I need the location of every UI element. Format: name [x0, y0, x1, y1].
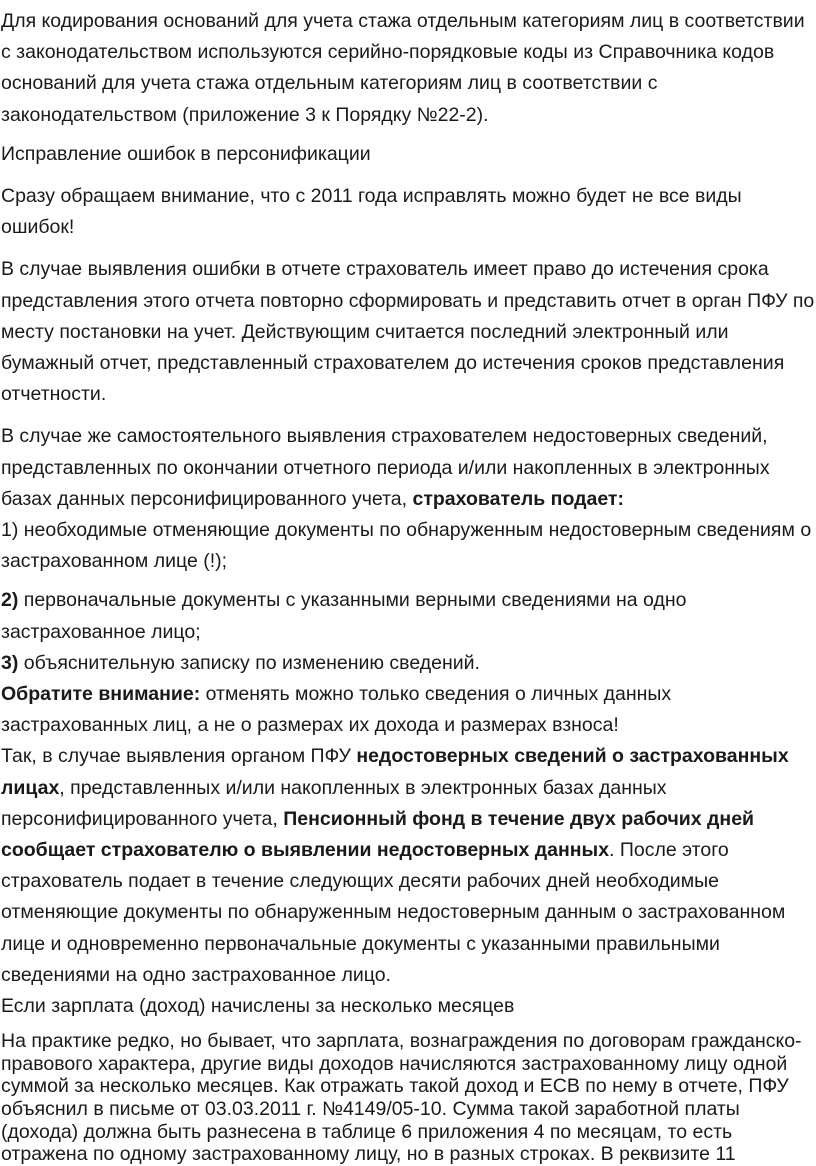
paragraph-error-in-report: В случае выявления ошибки в отчете страхователь имеет право до истечения срока представления этого отчета повторно сформировать и представить отчет в орган ПФУ по месту постановки на учет. Действующим считается последний электронный или бумажный отчет, представленный страхователем до истечения сроков представления отчетности. [1, 258, 815, 406]
self-detection-text: В случае же самостоятельного выявления страхователем недостоверных сведений, представленных по окончании отчетного периода и/или накопленных в электронных базах данных персонифицированного учета, [1, 425, 770, 510]
heading-salary: Если зарплата (доход) начислены за несколько месяцев [1, 995, 515, 1018]
list-item-3-text: объяснительную записку по изменению сведений. [18, 651, 480, 674]
self-detection-bold: страхователь подает: [412, 487, 624, 510]
list-item-2-text: первоначальные документы с указанными верными сведениями на одно застрахованное лицо; [1, 589, 687, 643]
note-text: отменять можно только сведения о личных данных застрахованных лиц, а не о размерах их дохода и размерах взноса! [1, 683, 672, 737]
heading-corrections: Исправление ошибок в персонификации [1, 142, 371, 165]
paragraph-attention-2011: Сразу обращаем внимание, что с 2011 года исправлять можно будет не все виды ошибок! [1, 185, 742, 239]
note-label: Обратите внимание: [1, 683, 201, 706]
pfu-text-1: Так, в случае выявления органом ПФУ [1, 745, 357, 768]
paragraph-pfu [1, 741, 816, 991]
pfu-text-2: , представленных и/или накопленных в электронных базах данных персонифицированного учета, [1, 776, 667, 830]
paragraph-coding: Для кодирования оснований для учета стажа отдельным категориям лиц в соответствии с законодательством используются серийно-порядковые коды из Справочника кодов оснований для учета стажа отдельным категориям лиц в соответствии с законодательством (приложение 3 к Порядку №22-2). [1, 10, 805, 126]
pfu-text-3: . После этого страхователь подает в течение следующих десяти рабочих дней необходимые отменяющие документы по обнаруженным недостоверным данным о застрахованном лице и одновременно первоначальные документы с указанными правильными сведениями на одно застрахованное лицо. [1, 839, 786, 986]
paragraph-self-detection [1, 421, 816, 515]
list-item-2 [1, 585, 816, 647]
pfu-bold-1: недостоверных сведений о застрахованных лицах [1, 745, 789, 799]
list-item-2-number: 2) [1, 589, 19, 612]
list-item-3 [1, 648, 816, 679]
paragraph-salary: На практике редко, но бывает, что зарплата, вознаграждения по договорам гражданско-правового характера, другие виды доходов начисляются застрахованному лицу одной суммой за несколько месяцев. Как отражать такой доход и ЕСВ по нему в отчете, ПФУ объяснил в письме от 03.03.2011 г. №4149/05-10. Сумма такой заработной платы (дохода) должна быть разнесена в таблице 6 приложения 4 по месяцам, то есть отражена по одному застрахованному лицу, но в разных строках. В реквизите 11 [1, 1030, 802, 1166]
pfu-bold-2: Пенсионный фонд в течение двух рабочих дней сообщает страхователю о выявлении недостоверных данных [1, 807, 755, 862]
list-item-1: 1) необходимые отменяющие документы по обнаруженным недостоверным сведениям о застрахованном лице (!); [1, 519, 812, 573]
list-item-3-number: 3) [1, 651, 19, 674]
note-paragraph [1, 679, 816, 741]
